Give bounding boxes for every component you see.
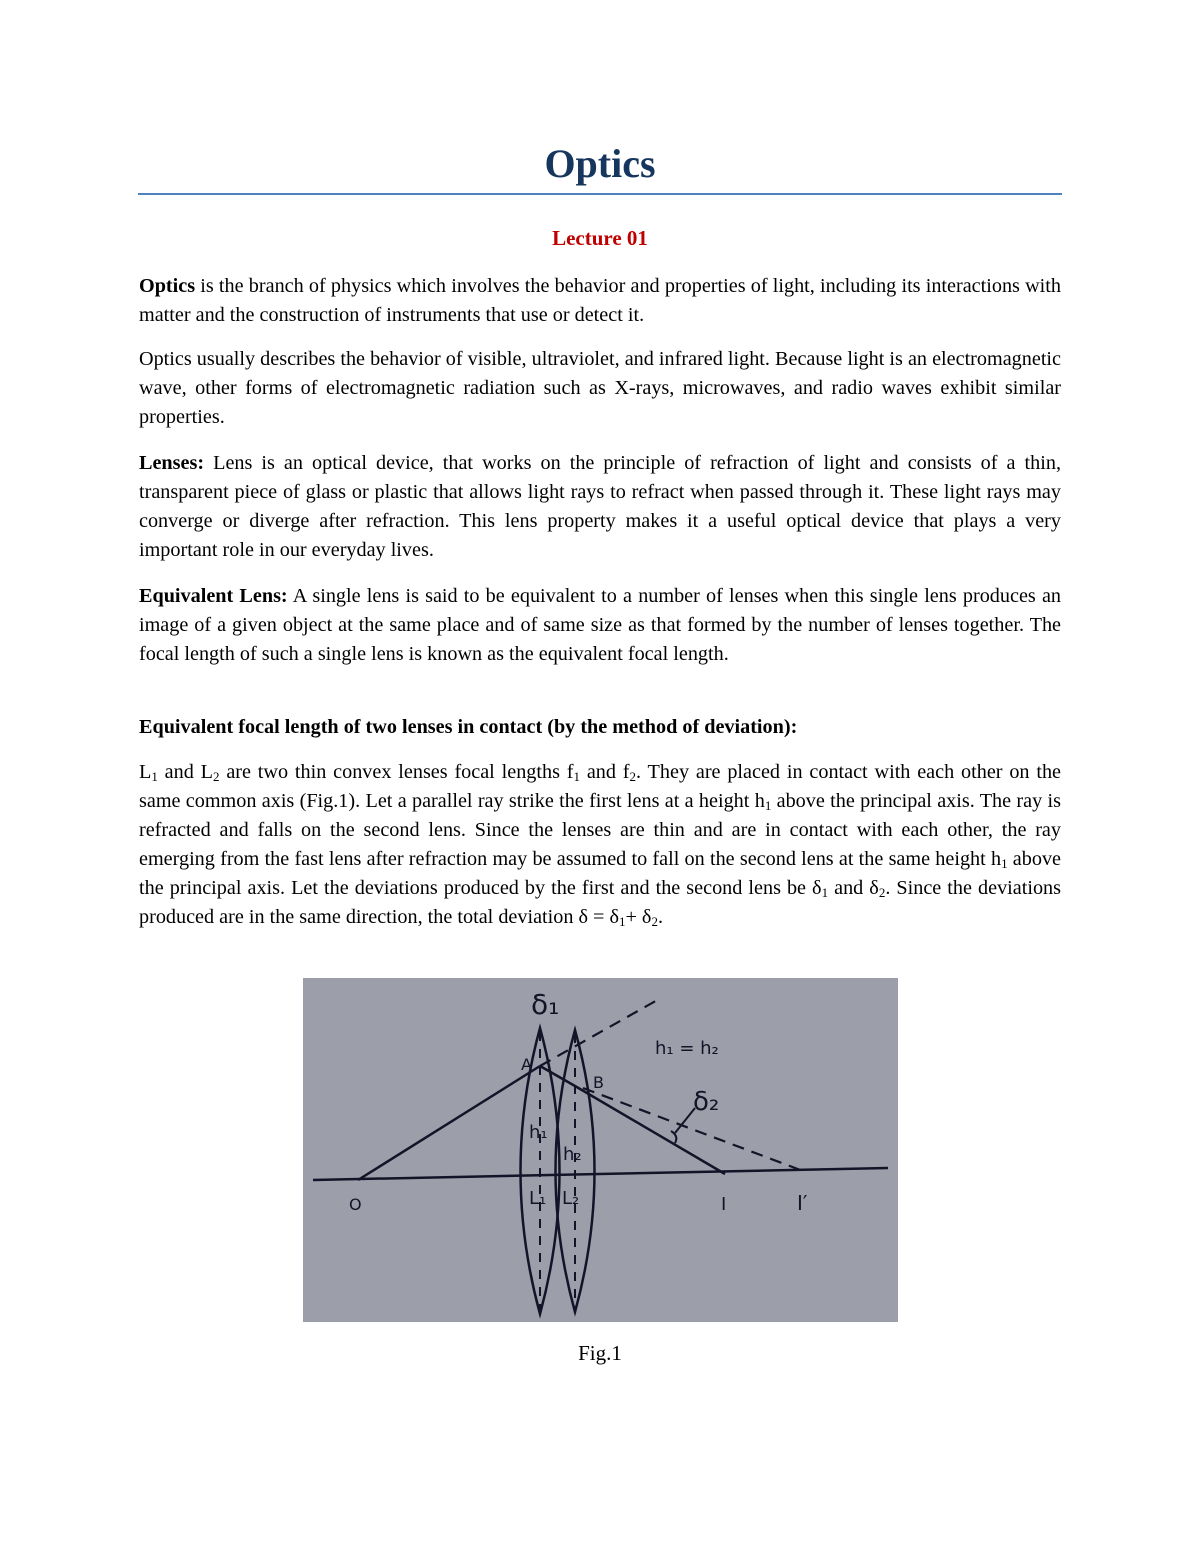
paragraph-derivation xyxy=(139,758,1061,932)
label-o: O xyxy=(349,1195,362,1214)
label-h2: h₂ xyxy=(563,1144,582,1165)
text-run: . xyxy=(657,906,663,928)
term-lenses: Lenses: xyxy=(139,452,205,474)
paragraph-text: Optics usually describes the behavior of visible, ultraviolet, and infrared light. Because light is an electromagnetic wave, other forms of electromagnetic radiation such as X-rays, microwaves, and radio waves exhibit similar properties. xyxy=(139,348,1061,428)
text-run: + δ xyxy=(625,906,652,928)
label-h1-equals-h2: h₁ = h₂ xyxy=(655,1038,719,1059)
subscript: 1 xyxy=(619,914,626,929)
paragraph-text: A single lens is said to be equivalent to a number of lenses when this single lens produces an image of a given object at the same place and of same size as that formed by the number of lenses together. The focal length of such a single lens is known as the equivalent focal length. xyxy=(139,585,1061,665)
subscript: 1 xyxy=(764,798,772,813)
label-a: A xyxy=(521,1055,532,1074)
text-run: are two thin convex lenses focal lengths f xyxy=(219,761,574,783)
text-run: above the principal axis. The ray is refracted and falls on the second lens. Since the lenses are thin and are in contact with each other, the ray emerging from the fast lens after refraction may be assumed to fall on the second lens at the same height h xyxy=(139,790,1061,870)
term-equivalent-lens: Equivalent Lens: xyxy=(139,585,288,607)
label-l1: L₁ xyxy=(529,1188,547,1209)
figure-caption: Fig.1 xyxy=(578,1341,622,1365)
paragraph-optics-definition xyxy=(139,272,1061,330)
text-run: . They are placed in contact with each other on the same common axis (Fig.1). Let a parallel ray strike the first lens at a height h xyxy=(139,761,1062,812)
subscript: 1 xyxy=(573,769,580,784)
label-delta2: δ₂ xyxy=(693,1087,720,1117)
label-h1: h₁ xyxy=(529,1122,548,1143)
page-title: Optics xyxy=(544,141,656,186)
text-run: . Since the deviations produced are in the same direction, the total deviation δ = δ xyxy=(139,877,1061,928)
label-delta1: δ₁ xyxy=(531,988,560,1021)
subscript: 2 xyxy=(651,914,658,929)
paragraph-optics-scope xyxy=(139,345,1061,432)
subscript: 2 xyxy=(629,769,637,784)
paragraph-text: is the branch of physics which involves the behavior and properties of light, including its interactions with matter and the construction of instruments that use or detect it. xyxy=(139,275,1061,326)
subscript: 2 xyxy=(878,885,886,900)
subscript: 1 xyxy=(151,769,158,784)
lecture-heading: Lecture 01 xyxy=(552,226,648,250)
label-l2: L₂ xyxy=(562,1188,580,1209)
title-divider xyxy=(138,193,1062,195)
subscript: 1 xyxy=(821,885,829,900)
section-heading: Equivalent focal length of two lenses in contact (by the method of deviation): xyxy=(139,716,798,738)
subscript: 1 xyxy=(1001,856,1008,871)
text-run: L xyxy=(139,761,152,783)
lens-diagram-figure xyxy=(303,978,898,1322)
paragraph-text: Lens is an optical device, that works on the principle of refraction of light and consists of a thin, transparent piece of glass or plastic that allows light rays to refract when passed through it. These light rays may converge or diverge after refraction. This lens property makes it a useful optical device that plays a very important role in our everyday lives. xyxy=(139,452,1061,561)
text-run: and f xyxy=(580,761,630,783)
label-b: B xyxy=(593,1073,604,1092)
text-run: and δ xyxy=(828,877,879,899)
figure-background xyxy=(303,978,898,1322)
label-i: I xyxy=(721,1194,727,1215)
paragraph-equivalent-lens xyxy=(139,582,1061,669)
paragraph-lenses xyxy=(139,449,1061,565)
label-i-prime: I′ xyxy=(797,1191,808,1215)
subscript: 2 xyxy=(213,769,220,784)
text-run: and L xyxy=(157,761,213,783)
text-run: above the principal axis. Let the deviations produced by the first and the second lens be δ xyxy=(139,848,1061,899)
term-optics: Optics xyxy=(139,275,196,297)
